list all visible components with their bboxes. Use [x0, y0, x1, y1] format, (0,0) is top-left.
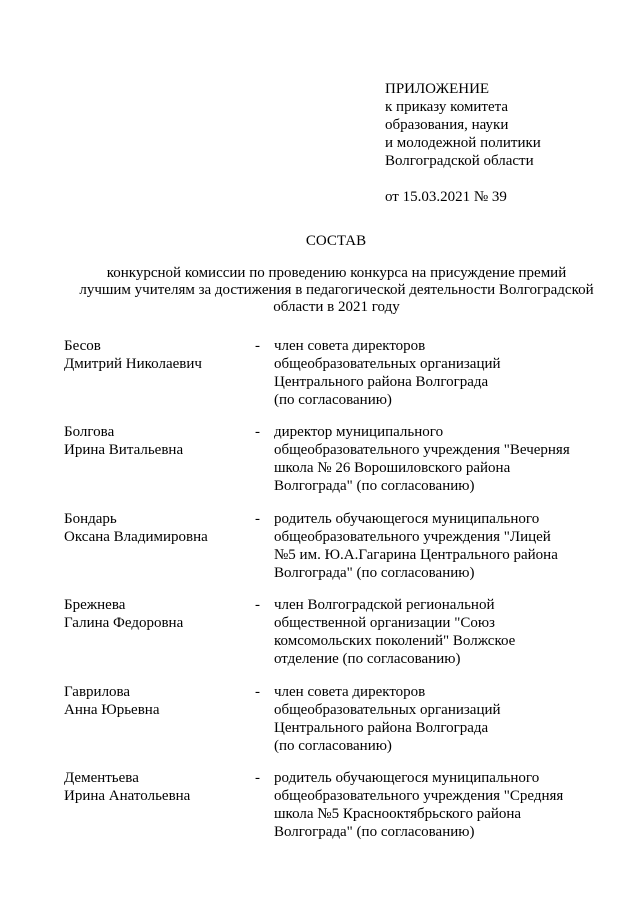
role-line: Волгограда" (по согласованию) — [274, 824, 475, 840]
member-role — [274, 769, 614, 841]
role-line: (по согласованию) — [274, 738, 392, 754]
member-given-name: Анна Юрьевна — [64, 702, 160, 718]
member-role — [274, 337, 614, 409]
member-given-name: Ирина Анатольевна — [64, 788, 191, 804]
role-line: общеобразовательных организаций — [274, 356, 501, 372]
attachment-line: к приказу комитета — [385, 99, 509, 115]
role-line: школа №5 Краснооктябрьского района — [274, 806, 522, 822]
member-surname: Болгова — [64, 424, 115, 440]
role-line: общеобразовательного учреждения "Средняя — [274, 788, 564, 804]
member-role — [274, 510, 614, 582]
member-name — [64, 769, 254, 805]
attachment-line: Волгоградской области — [385, 153, 534, 169]
member-name — [64, 683, 254, 719]
member-given-name: Дмитрий Николаевич — [64, 356, 202, 372]
document-title: СОСТАВ — [305, 233, 367, 249]
role-line: Центрального района Волгограда — [274, 374, 489, 390]
member-name — [64, 596, 254, 632]
subtitle-line: области в 2021 году — [273, 299, 400, 315]
attachment-header — [385, 80, 625, 206]
order-date-number: от 15.03.2021 № 39 — [385, 189, 507, 205]
role-line: общеобразовательных организаций — [274, 702, 501, 718]
member-given-name: Оксана Владимировна — [64, 529, 208, 545]
member-dash: - — [255, 424, 260, 440]
member-dash: - — [255, 511, 260, 527]
role-line: общественной организации "Союз — [274, 615, 495, 631]
role-line: член совета директоров — [274, 684, 426, 700]
role-line: родитель обучающегося муниципального — [274, 770, 540, 786]
member-surname: Дементьева — [64, 770, 139, 786]
member-surname: Брежнева — [64, 597, 126, 613]
subtitle-line: лучшим учителям за достижения в педагогической деятельности Волгоградской — [79, 282, 594, 298]
member-name — [64, 423, 254, 459]
role-line: родитель обучающегося муниципального — [274, 511, 540, 527]
member-dash: - — [255, 684, 260, 700]
member-surname: Гаврилова — [64, 684, 131, 700]
member-role — [274, 683, 614, 755]
member-role — [274, 423, 614, 495]
role-line: член Волгоградской региональной — [274, 597, 495, 613]
role-line: общеобразовательного учреждения "Лицей — [274, 529, 551, 545]
member-dash: - — [255, 770, 260, 786]
attachment-line: образования, науки — [385, 117, 509, 133]
document-subtitle — [64, 265, 609, 316]
attachment-line: и молодежной политики — [385, 135, 541, 151]
role-line: член совета директоров — [274, 338, 426, 354]
member-given-name: Галина Федоровна — [64, 615, 184, 631]
role-line: Волгограда" (по согласованию) — [274, 565, 475, 581]
role-line: (по согласованию) — [274, 392, 392, 408]
member-surname: Бесов — [64, 338, 101, 354]
member-dash: - — [255, 597, 260, 613]
member-given-name: Ирина Витальевна — [64, 442, 184, 458]
subtitle-line: конкурсной комиссии по проведению конкурса на присуждение премий — [106, 265, 567, 281]
role-line: Центрального района Волгограда — [274, 720, 489, 736]
role-line: Волгограда" (по согласованию) — [274, 478, 475, 494]
role-line: директор муниципального — [274, 424, 444, 440]
role-line: №5 им. Ю.А.Гагарина Центрального района — [274, 547, 558, 563]
member-role — [274, 596, 614, 668]
role-line: школа № 26 Ворошиловского района — [274, 460, 511, 476]
member-name — [64, 337, 254, 373]
role-line: общеобразовательного учреждения "Вечерняя — [274, 442, 570, 458]
role-line: комсомольских поколений" Волжское — [274, 633, 516, 649]
member-surname: Бондарь — [64, 511, 117, 527]
attachment-line: ПРИЛОЖЕНИЕ — [385, 81, 490, 97]
member-dash: - — [255, 338, 260, 354]
member-name — [64, 510, 254, 546]
role-line: отделение (по согласованию) — [274, 651, 461, 667]
